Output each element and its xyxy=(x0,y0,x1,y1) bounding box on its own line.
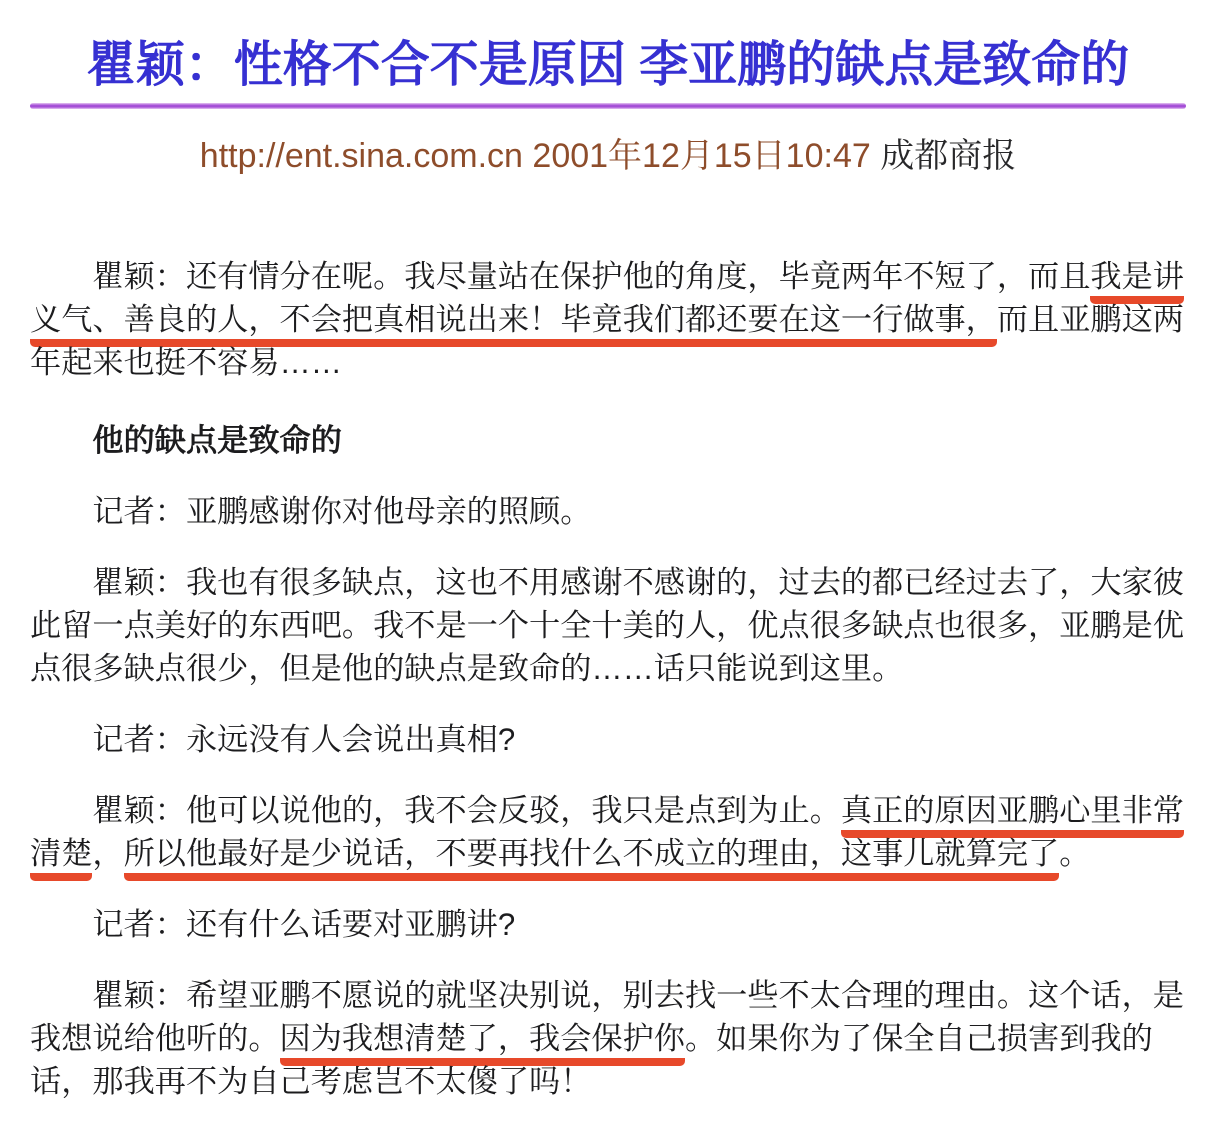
article-url: http://ent.sina.com.cn xyxy=(199,137,523,175)
space xyxy=(523,137,532,175)
text-segment: 。 xyxy=(1059,836,1091,871)
red-underlined-text: 真正的原因亚鹏心里非常清楚 xyxy=(30,793,1184,881)
space xyxy=(871,137,880,175)
paragraph xyxy=(30,718,1186,761)
text-segment: 而且亚鹏这两年起来也挺不容易…… xyxy=(30,302,1184,380)
paragraph xyxy=(30,490,1186,533)
article-body xyxy=(30,179,1186,1103)
paragraph xyxy=(30,903,1186,946)
red-underlined-text: 我是讲义气、善良的人，不会把真相说出来！毕竟我们都还要在这一行做事， xyxy=(30,259,1184,347)
paragraph xyxy=(30,255,1186,384)
text-segment: 他的缺点是致命的 xyxy=(92,423,342,458)
text-segment: 记者：亚鹏感谢你对他母亲的照顾。 xyxy=(92,494,592,529)
section-heading xyxy=(30,419,1186,462)
text-segment: 瞿颖：他可以说他的，我不会反驳，我只是点到为止。 xyxy=(92,793,841,828)
red-underlined-text: 因为我想清楚了，我会保护你 xyxy=(280,1021,685,1066)
article-datetime: 2001年12月15日10:47 xyxy=(532,137,871,175)
source-line xyxy=(0,133,1216,179)
text-segment: 瞿颖：我也有很多缺点，这也不用感谢不感谢的，过去的都已经过去了，大家彼此留一点美好的东西吧。我不是一个十全十美的人，优点很多缺点也很多，亚鹏是优点很多缺点很少，但是他的缺点是致命的……话只能说到这里。 xyxy=(30,565,1184,686)
paragraph xyxy=(30,561,1186,690)
text-segment: 瞿颖：希望亚鹏不愿说的就坚决别说，别去找一些不太合理的理由。这个话，是我想说给他听的。 xyxy=(30,978,1184,1056)
red-underlined-text: 所以他最好是少说话，不要再找什么不成立的理由，这事儿就算完了 xyxy=(124,836,1060,881)
paragraph xyxy=(30,789,1186,875)
text-segment: 瞿颖：还有情分在呢。我尽量站在保护他的角度，毕竟两年不短了，而且 xyxy=(92,259,1091,294)
article-page xyxy=(0,35,1216,1103)
title-divider xyxy=(30,103,1186,109)
text-segment: ， xyxy=(92,836,124,871)
article-publication: 成都商报 xyxy=(880,137,1017,175)
paragraph xyxy=(30,974,1186,1103)
text-segment: 记者：还有什么话要对亚鹏讲? xyxy=(92,907,516,942)
text-segment: 记者：永远没有人会说出真相? xyxy=(92,722,516,757)
article-title: 瞿颖：性格不合不是原因 李亚鹏的缺点是致命的 xyxy=(86,38,1130,92)
text-segment: 。如果你为了保全自己损害到我的话，那我再不为自己考虑岂不太傻了吗！ xyxy=(30,1021,1153,1099)
